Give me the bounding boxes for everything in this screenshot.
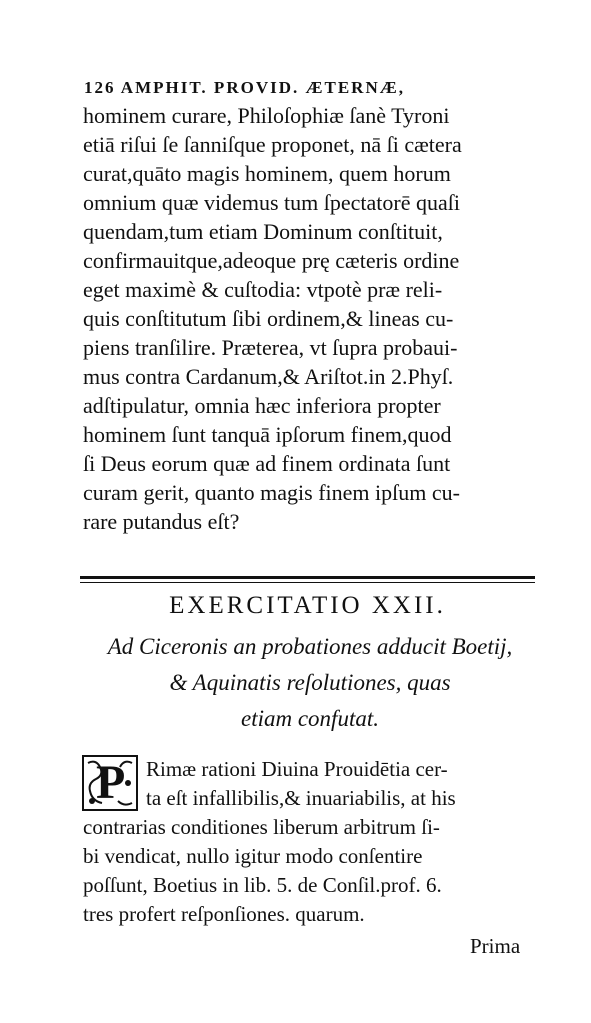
section-subtitle-line: & Aquinatis reſolutiones, quas [169, 670, 451, 695]
section-rule-thin [80, 582, 535, 583]
body-line: rare putandus eſt? [83, 509, 240, 534]
paragraph-line: bi vendicat, nullo igitur modo conſentire [83, 844, 423, 868]
body-line: piens tranſilire. Præterea, vt ſupra probaui- [83, 335, 458, 360]
paragraph-line: contrarias conditiones liberum arbitrum ſi- [83, 815, 440, 839]
body-line: hominem curare, Philoſophiæ ſanè Tyroni [83, 103, 450, 128]
dropcap-letter: P [96, 756, 126, 809]
body-line: quis conſtitutum ſibi ordinem,& lineas cu- [83, 306, 454, 331]
body-line: adſtipulatur, omnia hæc inferiora propter [83, 393, 441, 418]
section-subtitle-line: etiam confutat. [241, 706, 379, 731]
body-line: curam gerit, quanto magis finem ipſum cu- [83, 480, 460, 505]
paragraph-line: ta eſt infallibilis,& inuariabilis, at his [146, 786, 456, 810]
body-line: hominem ſunt tanquā ipſorum finem,quod [83, 422, 452, 447]
body-line: mus contra Cardanum,& Ariſtot.in 2.Phyſ. [83, 364, 454, 389]
paragraph-line: tres profert reſponſiones. quarum. [83, 902, 365, 926]
running-head: 126 AMPHIT. PROVID. ÆTERNÆ, [84, 78, 405, 97]
body-line: ſi Deus eorum quæ ad finem ordinata ſunt [83, 451, 451, 476]
body-line: omnium quæ videmus tum ſpectatorē quaſi [83, 190, 460, 215]
section-subtitle-line: Ad Ciceronis an probationes adducit Boetij, [107, 634, 513, 659]
section-title: EXERCITATIO XXII. [169, 592, 446, 619]
paragraph-line: Rimæ rationi Diuina Prouidētia cer- [146, 757, 448, 781]
paragraph-line: poſſunt, Boetius in lib. 5. de Conſil.prof. 6. [83, 873, 442, 897]
decorated-initial [82, 755, 138, 811]
body-line: etiā riſui ſe ſanniſque proponet, nā ſi cætera [83, 132, 462, 157]
body-line: curat,quāto magis hominem, quem horum [83, 161, 451, 186]
catchword: Prima [470, 934, 521, 958]
body-line: quendam,tum etiam Dominum conſtituit, [83, 219, 443, 244]
body-line: eget maximè & cuſtodia: vtpotè præ reli- [83, 277, 443, 302]
body-line: confirmauitque,adeoque prę cæteris ordine [83, 248, 460, 273]
section-rule [80, 576, 535, 579]
